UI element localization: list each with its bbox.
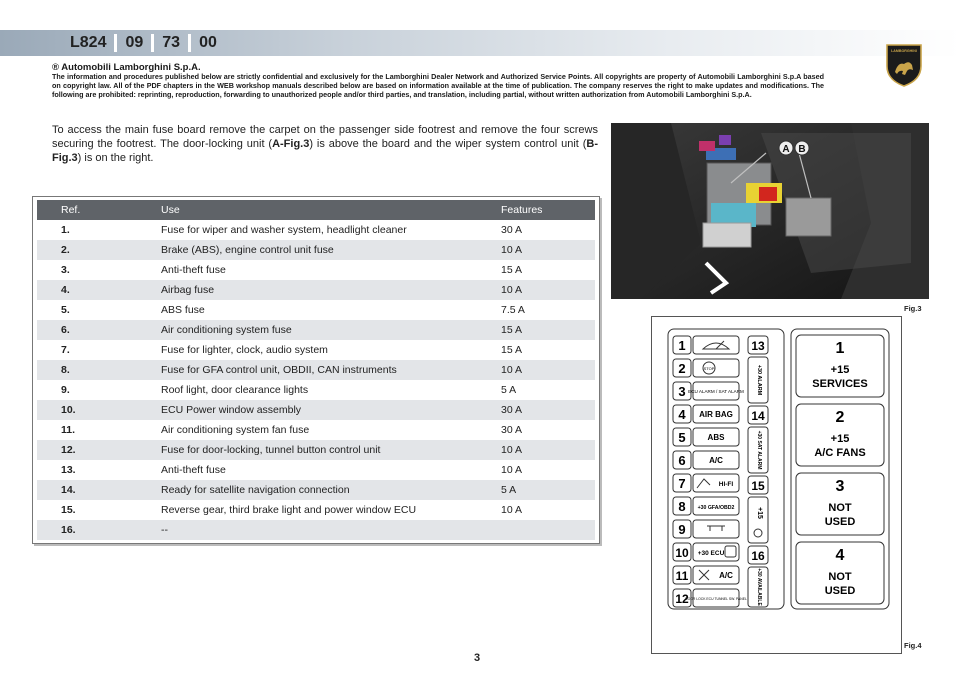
page-number: 3 (474, 652, 481, 664)
relay-label: NOT (828, 571, 852, 583)
use-cell: Air conditioning system fan fuse (161, 424, 310, 436)
intro-ref-a: A-Fig.3 (272, 138, 310, 150)
feature-cell: 10 A (501, 360, 595, 380)
relay-label: +15 (830, 364, 850, 376)
intro-paragraph (52, 123, 598, 165)
fuse-number: 15 (751, 479, 765, 493)
use-cell: Fuse for wiper and washer system, headlight cleaner (161, 224, 407, 236)
feature-cell: 15 A (501, 264, 523, 276)
use-cell: Anti-theft fuse (161, 464, 226, 476)
ref-cell: 7. (61, 344, 70, 356)
feature-cell: 5 A (501, 384, 517, 396)
relay-label: SERVICES (812, 378, 868, 390)
fuse-14 (748, 406, 768, 473)
fuse-number: 7 (678, 476, 686, 491)
fuse-label: +30 ALARM (756, 364, 762, 396)
use-cell: Anti-theft fuse (161, 264, 226, 276)
relay-label: NOT (828, 502, 852, 514)
table-row (37, 460, 595, 480)
use-cell: Brake (ABS), engine control unit fuse (161, 240, 501, 260)
feature-cell: 10 A (501, 464, 523, 476)
ref-cell: 12. (37, 440, 161, 460)
fuse-3 (673, 382, 744, 400)
fuse-number: 13 (751, 339, 765, 353)
fuse-9 (673, 520, 739, 538)
fuse-number: 8 (678, 499, 686, 514)
fuse-label: +30 AVAILABLE (756, 568, 762, 606)
fuse-number: 6 (678, 453, 686, 468)
header-use: Use (161, 200, 501, 220)
fuse-10 (673, 543, 739, 561)
use-cell: Airbag fuse (161, 280, 501, 300)
fuse-layout-diagram (651, 316, 902, 654)
fuse-label: +30 SAT ALARM (756, 430, 762, 470)
table-header-row (37, 200, 595, 220)
use-cell: ECU Power window assembly (161, 400, 501, 420)
fuse-5 (673, 428, 739, 446)
intro-ref-b: B-Fig.3 (52, 138, 598, 164)
feature-cell (501, 520, 595, 540)
ref-cell: 3. (61, 264, 70, 276)
relay-3 (796, 473, 884, 535)
fuse-2 (673, 359, 739, 377)
table-row (37, 440, 595, 460)
relay-number: 2 (835, 409, 845, 426)
use-cell: Fuse for door-locking, tunnel button control unit (161, 440, 501, 460)
fig3-caption: Fig.3 (904, 304, 922, 313)
fuse-number: 16 (751, 549, 765, 563)
table-row (37, 340, 595, 360)
relay-4 (796, 542, 884, 604)
intro-text-1: To access the main fuse board remove the carpet on the passenger side footrest and remove the four screws securing the footrest. The door-locking unit ( (52, 124, 598, 150)
relay-1 (796, 335, 884, 397)
ref-cell: 5. (61, 304, 70, 316)
code-segment-4: 00 (199, 34, 217, 51)
ref-cell: 11. (61, 424, 76, 436)
fuse-7 (673, 474, 739, 492)
table-row (37, 220, 595, 240)
fuse-4 (673, 405, 739, 423)
left-fuse-block (668, 329, 784, 609)
relay-label: USED (824, 516, 856, 528)
code-segment-1: L824 (70, 34, 107, 51)
fuse-number: 5 (678, 430, 686, 445)
use-cell: -- (161, 520, 501, 540)
feature-cell: 5 A (501, 480, 595, 500)
use-cell: Roof light, door clearance lights (161, 384, 309, 396)
feature-cell: 30 A (501, 424, 523, 436)
fuse-label: +30 ECU (697, 550, 725, 557)
table-row (37, 360, 595, 380)
relay-number: 1 (835, 340, 845, 357)
ref-cell: 16. (37, 520, 161, 540)
feature-cell: 7.5 A (501, 304, 525, 316)
document-code (62, 33, 225, 53)
fuse-label: STOP (703, 366, 715, 371)
fuse-label: +30 GFA/OBD2 (697, 505, 735, 511)
relay-number: 3 (835, 478, 845, 495)
copyright-notice (52, 62, 824, 99)
table-row (37, 380, 595, 400)
fuse-11 (673, 566, 739, 584)
use-cell: Fuse for GFA control unit, OBDII, CAN instruments (161, 360, 501, 380)
relay-label: A/C FANS (814, 447, 866, 459)
header-ref: Ref. (37, 200, 161, 220)
fuse-label: ABS (707, 433, 725, 442)
table-row (37, 300, 595, 320)
fuse-number: 4 (678, 407, 686, 422)
feature-cell: 30 A (501, 400, 595, 420)
ref-cell: 10. (37, 400, 161, 420)
use-cell: Fuse for lighter, clock, audio system (161, 344, 328, 356)
fuse-label: HI-FI (718, 481, 734, 488)
table-row (37, 280, 595, 300)
relay-number: 4 (835, 547, 845, 564)
fuse-label: AIR BAG (699, 410, 733, 419)
ref-cell: 9. (61, 384, 70, 396)
svg-text:LAMBORGHINI: LAMBORGHINI (891, 49, 917, 53)
copyright-text: The information and procedures published below are strictly confidential and exclusively for the Lamborghini Dealer Network and Authorized Service Points. All copyrights are property of Automobili Lamborghini S.p.A based on copyright law. All of the PDF chapters in the WEB workshop manuals described below are based on information available at the time of publication. The company reserves the right to make updates and modifications. The following are prohibited: reprinting, reproduction, forwarding to unauthorized people and/or third parties, and translation, including partial, without written authorization from Automobili Lamborghini S.p.A. (52, 72, 824, 99)
fuse-13 (748, 336, 768, 403)
fuse-number: 2 (678, 361, 686, 376)
fuse-number: 1 (678, 338, 686, 353)
table-row (37, 260, 595, 280)
ref-cell: 6. (37, 320, 161, 340)
relay-label: USED (824, 585, 856, 597)
feature-cell: 30 A (501, 224, 523, 236)
ref-cell: 8. (37, 360, 161, 380)
fuse-number: 12 (675, 592, 689, 606)
ref-cell: 15. (61, 504, 76, 516)
relay-2 (796, 404, 884, 466)
fuse-number: 14 (751, 409, 765, 423)
table-row (37, 480, 595, 500)
fuse-label: +15 (756, 507, 763, 519)
fuse-8 (673, 497, 739, 515)
fuse-number: 10 (675, 546, 689, 560)
fuse-number: 9 (678, 522, 686, 537)
copyright-title: ® Automobili Lamborghini S.p.A. (52, 62, 201, 73)
fuse-15 (748, 476, 768, 543)
table-row (37, 400, 595, 420)
fuse-number: 11 (675, 569, 689, 583)
table-row (37, 240, 595, 260)
use-cell: Reverse gear, third brake light and power window ECU (161, 504, 417, 516)
use-cell: ABS fuse (161, 304, 205, 316)
code-segment-2: 09 (125, 34, 144, 51)
ref-cell: 14. (37, 480, 161, 500)
use-cell: Ready for satellite navigation connection (161, 480, 501, 500)
fuse-12 (673, 589, 747, 607)
header-features: Features (501, 200, 595, 220)
fuse-label: ECU ALARM / SAT ALARM (688, 389, 744, 394)
photo-label-b: B (798, 144, 806, 155)
feature-cell: 10 A (501, 240, 595, 260)
feature-cell: 10 A (501, 504, 523, 516)
fuse-number: 3 (678, 384, 686, 399)
photo-label-a: A (782, 144, 790, 155)
fuse-label: A/C (709, 456, 723, 465)
table-row (37, 520, 595, 540)
fuse-table (37, 200, 595, 540)
feature-cell: 10 A (501, 280, 595, 300)
fig4-caption: Fig.4 (904, 641, 922, 650)
intro-text-3: ) is on the right. (77, 152, 154, 164)
relay-block (791, 329, 889, 609)
feature-cell: 10 A (501, 440, 595, 460)
feature-cell: 15 A (501, 344, 523, 356)
ref-cell: 1. (61, 224, 70, 236)
use-cell: Air conditioning system fuse (161, 320, 501, 340)
intro-text-2: ) is above the board and the wiper system control unit ( (309, 138, 587, 150)
code-segment-3: 73 (162, 34, 181, 51)
fuse-16 (748, 546, 768, 607)
feature-cell: 15 A (501, 320, 595, 340)
ref-cell: 4. (37, 280, 161, 300)
fuse-1 (673, 336, 739, 354)
ref-cell: 2. (37, 240, 161, 260)
fuse-label: DOOR LOCK ECU TUNNEL SW. PANEL (685, 597, 747, 601)
fuse-board-photo (611, 123, 929, 299)
fuse-table-frame (32, 196, 600, 544)
table-row (37, 500, 595, 520)
fuse-label: A/C (719, 571, 733, 580)
table-row (37, 420, 595, 440)
lamborghini-logo (885, 42, 923, 88)
fuse-6 (673, 451, 739, 469)
table-row (37, 320, 595, 340)
ref-cell: 13. (61, 464, 76, 476)
relay-label: +15 (830, 433, 850, 445)
